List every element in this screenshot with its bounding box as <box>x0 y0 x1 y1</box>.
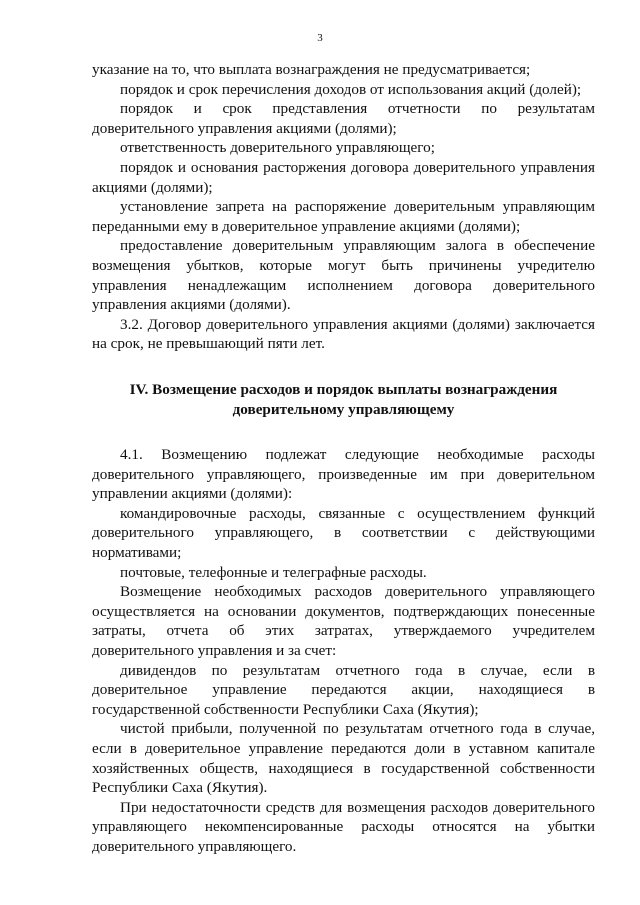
paragraph: порядок и срок перечисления доходов от использования акций (долей); <box>120 80 582 98</box>
paragraph: установление запрета на распоряжение доверительным управляющим переданными ему в доверительное управление акциями (долями); <box>92 198 595 235</box>
paragraph: 4.1. Возмещению подлежат следующие необходимые расходы доверительного управляющего, произведенные им при доверительном управлении акциями (долями): <box>92 446 595 503</box>
section-heading-line: IV. Возмещение расходов и порядок выплаты вознаграждения <box>129 380 558 398</box>
paragraph: командировочные расходы, связанные с осуществлением функций доверительного управляющего, в соответствии с действующими нормативами; <box>92 504 595 562</box>
paragraph: порядок и основания расторжения договора доверительного управления акциями (долями); <box>92 158 595 196</box>
paragraph: чистой прибыли, полученной по результатам отчетного года в случае, если в доверительное управление передаются доли в уставном капитале хозяйственных обществ, находящиеся в государственной собственности Республики Саха (Якутия). <box>92 720 595 797</box>
paragraph: порядок и срок представления отчетности по результатам доверительного управления акциями (долями); <box>92 100 595 137</box>
document-body <box>92 60 595 857</box>
section-heading <box>92 380 595 419</box>
paragraph: ответственность доверительного управляющего; <box>120 139 435 157</box>
paragraph: почтовые, телефонные и телеграфные расходы. <box>120 563 427 581</box>
paragraph: При недостаточности средств для возмещения расходов доверительного управляющего некомпенсированные расходы относятся на убытки доверительного управляющего. <box>92 798 595 855</box>
section-heading-line: доверительному управляющему <box>232 400 455 418</box>
paragraph: Возмещение необходимых расходов доверительного управляющего осуществляется на основании документов, подтверждающих понесенные затраты, отчета об этих затратах, утверждаемого учредителем доверительного управления и за счет: <box>92 583 595 660</box>
paragraph: предоставление доверительным управляющим залога в обеспечение возмещения убытков, которые могут быть причинены учредителю управления ненадлежащим исполнением договора доверительного управления акциями (долями). <box>92 237 595 314</box>
paragraph: указание на то, что выплата вознаграждения не предусматривается; <box>92 61 531 78</box>
paragraph: 3.2. Договор доверительного управления акциями (долями) заключается на срок, не превышающий пяти лет. <box>92 315 595 353</box>
page-number: 3 <box>317 32 323 44</box>
paragraph: дивидендов по результатам отчетного года в случае, если в доверительное управление передаются акции, находящиеся в государственной собственности Республики Саха (Якутия); <box>92 661 595 718</box>
